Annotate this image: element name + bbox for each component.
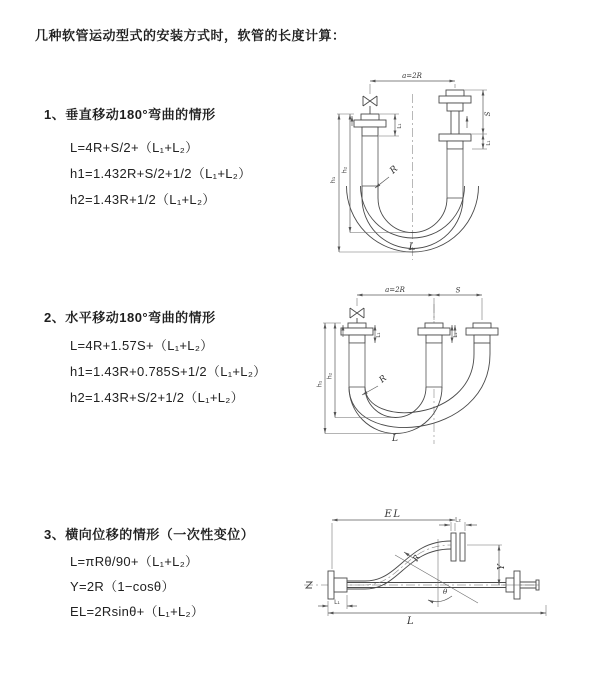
left-pipe-end bbox=[354, 114, 386, 198]
section2-formula-L: L=4R+1.57S+（L₁+L₂） bbox=[70, 338, 214, 353]
label-a-2R: a=2R bbox=[402, 72, 422, 80]
section1-formula-L: L=4R+S/2+（L₁+L₂） bbox=[70, 140, 199, 155]
diagram-horizontal-180-bend bbox=[310, 282, 600, 457]
dimension-h2 bbox=[350, 114, 411, 233]
section3-formula-Y: Y=2R（1−cosθ） bbox=[70, 579, 175, 594]
label-R: R bbox=[410, 553, 422, 563]
label-L1-left: L₁ bbox=[376, 332, 382, 338]
section2-heading: 2、水平移动180°弯曲的情形 bbox=[44, 310, 216, 325]
dimension-L1-right bbox=[472, 134, 487, 149]
middle-pipe-end bbox=[418, 323, 450, 387]
upper-flange bbox=[451, 533, 465, 561]
label-theta: θ bbox=[443, 588, 448, 596]
section1-heading: 1、垂直移动180°弯曲的情形 bbox=[44, 107, 216, 122]
section2-formula-h1: h1=1.43R+0.785S+1/2（L₁+L₂） bbox=[70, 364, 267, 379]
right-pipe-end bbox=[466, 323, 498, 354]
label-h1: h₁ bbox=[329, 176, 337, 184]
angle-construction bbox=[395, 539, 478, 607]
label-L: L bbox=[407, 616, 414, 627]
dimension-EL bbox=[332, 520, 455, 569]
valve-icon bbox=[363, 96, 377, 114]
label-L2: L₂ bbox=[455, 516, 461, 524]
left-pipe-end bbox=[341, 323, 373, 387]
section2-formula-h2: h2=1.43R+S/2+1/2（L₁+L₂） bbox=[70, 390, 244, 405]
label-S: S bbox=[484, 111, 492, 117]
section1-formula-h2: h2=1.43R+1/2（L₁+L₂） bbox=[70, 192, 216, 207]
label-L1-left: L₁ bbox=[397, 123, 403, 129]
valve-icon bbox=[350, 308, 364, 323]
label-a-2R: a=2R bbox=[385, 286, 405, 294]
label-R: R bbox=[388, 164, 401, 177]
label-L1: L₁ bbox=[334, 599, 340, 606]
label-h1: h₁ bbox=[315, 380, 324, 388]
section3-formula-L: L=πRθ/90+（L₁+L₂） bbox=[70, 554, 199, 569]
diagram-lateral-displacement bbox=[300, 505, 600, 640]
left-flange bbox=[328, 571, 347, 599]
hose-u-bend bbox=[349, 354, 490, 434]
label-h2: h₂ bbox=[340, 166, 349, 174]
dimension-L bbox=[328, 605, 546, 616]
theta-arc bbox=[428, 596, 452, 602]
section1-formula-h1: h1=1.432R+S/2+1/2（L₁+L₂） bbox=[70, 166, 252, 181]
section3-formula-EL: EL=2Rsinθ+（L₁+L₂） bbox=[70, 604, 205, 619]
label-EL: EL bbox=[384, 509, 402, 520]
section3-heading: 3、横向位移的情形（一次性变位） bbox=[44, 527, 255, 542]
right-pipe-end bbox=[439, 90, 471, 198]
label-L1-mid: L₁ bbox=[453, 332, 459, 338]
hose-s-curve bbox=[347, 541, 451, 589]
dimension-a-2R bbox=[370, 81, 455, 94]
label-Y: Y bbox=[497, 564, 507, 570]
diagram-vertical-180-bend bbox=[310, 68, 600, 263]
page-title: 几种软管运动型式的安装方式时，软管的长度计算： bbox=[35, 28, 346, 43]
label-S: S bbox=[455, 286, 461, 295]
label-L: L bbox=[408, 242, 416, 253]
label-L1-right: L₁ bbox=[486, 140, 492, 146]
label-R: R bbox=[377, 373, 389, 386]
label-L: L bbox=[392, 434, 398, 444]
label-h2: h₂ bbox=[325, 372, 334, 380]
dimension-a-2R bbox=[357, 295, 482, 320]
